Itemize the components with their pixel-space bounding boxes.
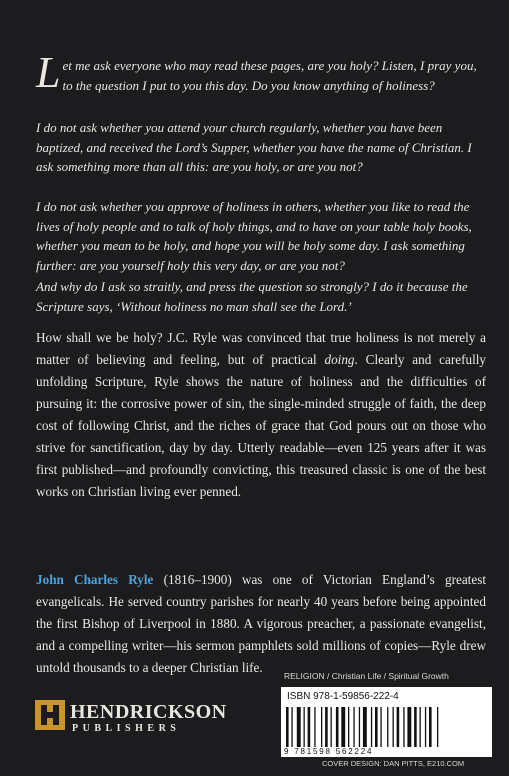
publisher-name: HENDRICKSON xyxy=(70,701,227,723)
barcode-bar xyxy=(420,707,421,747)
barcode-digits: 9 781598 562224 xyxy=(284,747,374,756)
barcode-bar xyxy=(387,707,388,747)
barcode-bar xyxy=(437,707,438,747)
barcode-bar xyxy=(353,707,354,747)
barcode-bar xyxy=(407,707,411,747)
book-description xyxy=(36,327,486,503)
barcode-bar xyxy=(308,707,311,747)
barcode-bar xyxy=(425,707,426,747)
quote-paragraph-2: I do not ask whether you attend your church regularly, whether you have been baptized, and received the Lord’s Supper, whether you have the name of Christian. I ask something more than all this: are you holy, or are you not? xyxy=(36,120,472,174)
barcode-bar xyxy=(375,707,378,747)
author-bio-text: (1816–1900) was one of Victorian England’s greatest evangelicals. He served country parishes for nearly 40 years before being appointed the first Bishop of Liverpool in 1880. A vigorous preacher, a passionate evangelist, and a compelling writer—his sermon pamphlets sold millions of copies—Ryle drew untold thousands to a deeper Christian life. xyxy=(36,572,486,675)
barcode-bar xyxy=(297,707,301,747)
drop-cap: L xyxy=(36,48,61,97)
barcode-bar xyxy=(359,707,360,747)
barcode-bar xyxy=(336,707,339,747)
barcode-bar xyxy=(304,707,305,747)
barcode-bar xyxy=(403,707,404,747)
barcode-icon xyxy=(284,707,484,747)
category-label: RELIGION / Christian Life / Spiritual Growth xyxy=(284,671,449,681)
quote-text-1: et me ask everyone who may read these pages, are you holy? Listen, I pray you, to the question I put to you this day. Do you know anything of holiness? xyxy=(62,58,477,93)
barcode-bar xyxy=(314,707,315,747)
author-name: John Charles Ryle xyxy=(36,572,154,587)
barcode-bar xyxy=(414,707,417,747)
barcode-bar xyxy=(341,707,345,747)
barcode-bar xyxy=(331,707,332,747)
author-bio xyxy=(36,569,486,679)
quote-paragraph-1 xyxy=(36,48,486,97)
isbn-label: ISBN 978-1-59856-222-4 xyxy=(287,691,399,702)
barcode-bar xyxy=(348,707,349,747)
barcode-bar xyxy=(286,707,289,747)
barcode-bar xyxy=(393,707,394,747)
barcode-bar xyxy=(325,707,328,747)
barcode-bar xyxy=(321,707,322,747)
barcode-bar xyxy=(380,707,381,747)
barcode-bar xyxy=(291,707,292,747)
quote-paragraph-3: I do not ask whether you approve of holiness in others, whether you like to read the lives of holy people and to talk of holy things, and to have on your table holy books, whether you mean to be holy, and hope you will be holy some day. I ask something further: are you yourself holy this very day, or are you not? xyxy=(36,199,472,273)
barcode-bar xyxy=(429,707,432,747)
barcode-bar xyxy=(397,707,400,747)
barcode-bar xyxy=(363,707,367,747)
hendrickson-h-logo-icon xyxy=(35,700,65,730)
quote-paragraph-4: And why do I ask so straitly, and press the question so strongly? I do it because the Scripture says, ‘Without holiness no man shall see the Lord.’ xyxy=(36,279,468,314)
cover-design-credit: COVER DESIGN: DAN PITTS, E210.COM xyxy=(322,759,465,768)
description-part-2: . Clearly and carefully unfolding Scripture, Ryle shows the nature of holiness and the difficulties of pursuing it: the corrosive power of sin, the single-minded struggle of faith, the deep cost of following Christ, and the riches of grace that God pours out on those who strive for sanctification, day by day. Utterly readable—even 125 years after it was first published—and profoundly convicting, this treasured classic is one of the best works on Christian living ever penned. xyxy=(36,352,487,499)
description-emphasis: doing xyxy=(324,352,355,367)
barcode-bar xyxy=(371,707,372,747)
publisher-subtitle: PUBLISHERS xyxy=(72,723,181,734)
logo-h-shape xyxy=(35,700,65,730)
description-part-1: How shall we be holy? J.C. Ryle was convinced that true holiness is not merely a matter of believing and feeling, but of practical xyxy=(36,330,486,367)
